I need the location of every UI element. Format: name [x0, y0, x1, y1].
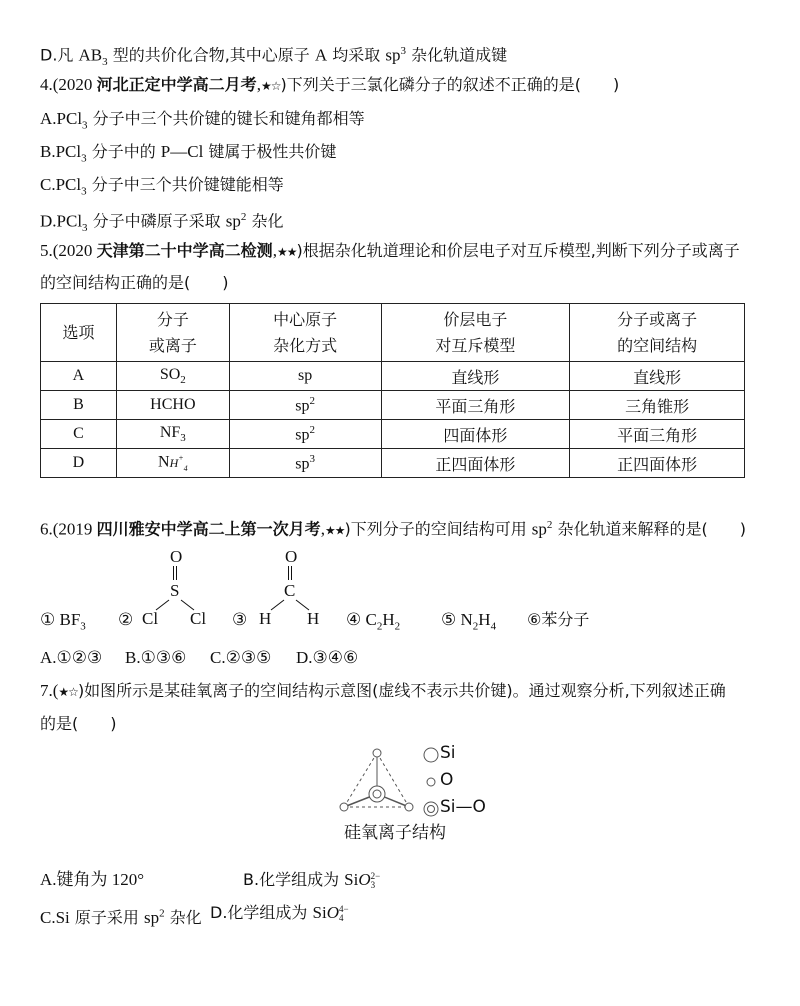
header-molecule: 分子 或离子	[116, 304, 229, 362]
item-5: ⑤ $N_2H_4$	[441, 610, 497, 633]
svg-text:O: O	[285, 547, 298, 566]
svg-text:H: H	[307, 609, 320, 628]
svg-text:硅氧离子结构: 硅氧离子结构	[344, 823, 446, 843]
q7-stem-line2: 的是( )	[40, 714, 117, 733]
svg-text:Cl: Cl	[142, 609, 159, 628]
q5-stem: 5.(2020 天津第二十中学高二检测,★★)根据杂化轨道理论和价层电子对互斥模型,判断下列分子或离子	[40, 241, 740, 260]
svg-text:S: S	[170, 581, 180, 600]
svg-text:Cl: Cl	[190, 609, 207, 628]
q7-option-c: C.Si 原子采用 $sp^2$ 杂化	[40, 907, 202, 927]
q3-option-d: D.凡 $AB_3$ 型的共价化合物,其中心原子 A 均采取 $sp^3$ 杂化轨道成键	[40, 45, 508, 69]
q4-source: 河北正定中学高二月考	[96, 75, 257, 94]
svg-text:Si—O: Si—O	[440, 797, 486, 817]
header-geometry: 分子或离子 的空间结构	[570, 304, 745, 362]
difficulty-stars-icon: ★☆	[58, 685, 78, 699]
svg-text:Si: Si	[440, 743, 456, 763]
q7-stem: 7.(★☆)如图所示是某硅氧离子的空间结构示意图(虚线不表示共价键)。通过观察分析,下列叙述正确	[40, 681, 726, 700]
item-4: ④ $C_2H_2$	[346, 610, 401, 633]
q7-option-b: B.化学组成为 SiO 2− 3	[243, 870, 381, 891]
header-option: 选项	[41, 304, 117, 362]
svg-text:H: H	[259, 609, 272, 628]
q4-option-b: B.PCl$_3$ 分子中的 P—Cl 键属于极性共价键	[40, 142, 337, 165]
svg-text:O: O	[440, 770, 454, 790]
header-vsepr: 价层电子 对互斥模型	[381, 304, 570, 362]
header-hybridization: 中心原子 杂化方式	[229, 304, 381, 362]
table-row: A $SO_2$ sp 直线形 直线形	[41, 362, 745, 391]
svg-text:C: C	[284, 581, 296, 600]
item-3: ③	[232, 610, 248, 629]
q7-option-a: A.键角为 120°	[40, 870, 145, 889]
q6-stem: 6.(2019 四川雅安中学高二上第一次月考,★★)下列分子的空间结构可用 $sp^2$ 杂化轨道来解释的是( )	[40, 519, 746, 539]
difficulty-stars-icon: ★★	[324, 523, 345, 538]
svg-text:O: O	[170, 547, 183, 566]
socl2-structure	[140, 544, 220, 626]
q5-stem-line2: 的空间结构正确的是( )	[40, 273, 229, 292]
table-row: B HCHO $sp^2$ 平面三角形 三角锥形	[41, 391, 745, 420]
table-header-row	[41, 304, 745, 362]
q7-option-d: D.化学组成为 SiO 4− 4	[210, 903, 349, 924]
q7-options-ab	[40, 869, 381, 891]
q5-source: 天津第二十中学高二检测	[96, 241, 273, 260]
item-6: ⑥苯分子	[527, 610, 590, 629]
q4-option-c: C.PCl$_3$ 分子中三个共价键键能相等	[40, 175, 284, 198]
q6-source: 四川雅安中学高二上第一次月考	[96, 519, 321, 539]
item-2: ②	[118, 610, 134, 629]
q4-option-d: D.PCl$_3$ 分子中磷原子采取 $sp^2$ 杂化	[40, 211, 284, 235]
q6-options: A.①②③ B.①③⑥ C.②③⑤ D.③④⑥	[40, 648, 359, 667]
difficulty-stars-icon: ★☆	[260, 79, 281, 93]
q7-options-cd	[40, 902, 349, 929]
table-row: C $NF_3$ $sp^2$ 四面体形 平面三角形	[41, 420, 745, 449]
hcho-structure	[255, 544, 335, 626]
table-row: D $NH^+_4$ $sp^3$ 正四面体形 正四面体形	[41, 449, 745, 478]
difficulty-stars-icon: ★★	[276, 245, 297, 259]
q5-table	[40, 303, 745, 478]
q4-option-a: A.PCl$_3$ 分子中三个共价键的键长和键角都相等	[40, 109, 365, 132]
silicate-diagram	[336, 742, 486, 846]
item-1: ① $BF_3$	[40, 610, 86, 633]
q4-stem: 4.(2020 河北正定中学高二月考,★☆)下列关于三氯化磷分子的叙述不正确的是( )	[40, 75, 620, 94]
